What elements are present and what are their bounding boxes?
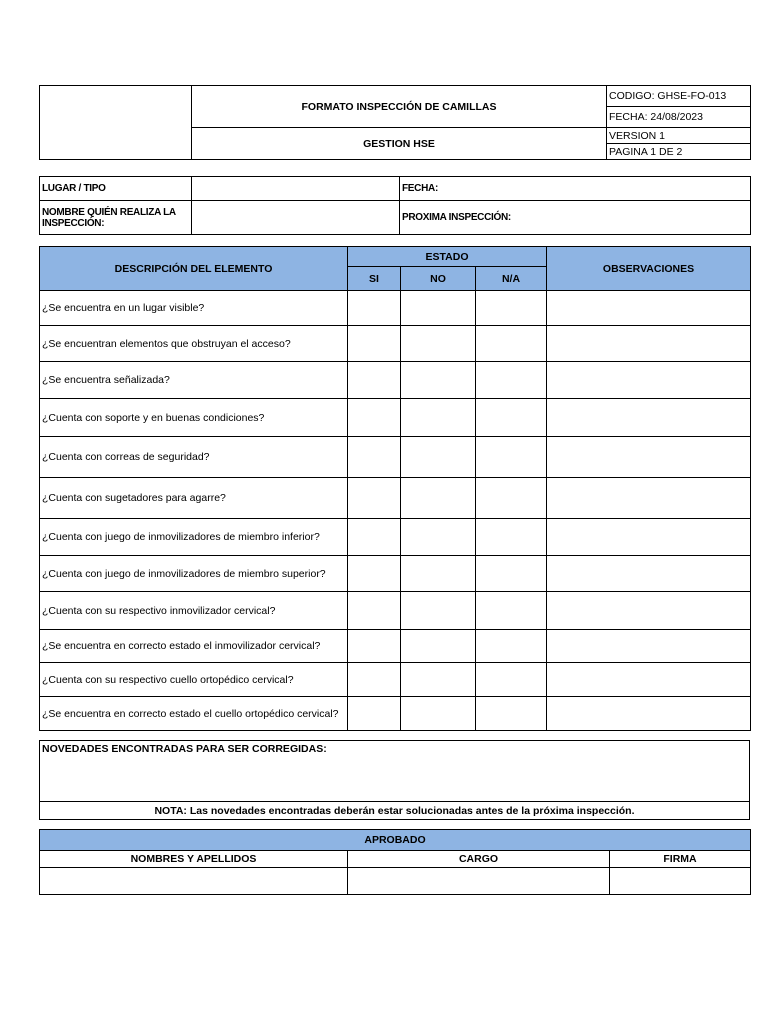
na-cell[interactable] — [476, 291, 547, 326]
proxima-label: PROXIMA INSPECCIÓN: — [400, 201, 751, 235]
observaciones-cell[interactable] — [547, 630, 751, 663]
nombres-input[interactable] — [40, 868, 348, 895]
na-cell[interactable] — [476, 437, 547, 478]
si-cell[interactable] — [348, 478, 401, 519]
col-nombres: NOMBRES Y APELLIDOS — [40, 851, 348, 868]
si-cell[interactable] — [348, 291, 401, 326]
form-title: FORMATO INSPECCIÓN DE CAMILLAS — [192, 86, 607, 128]
si-cell[interactable] — [348, 399, 401, 437]
na-cell[interactable] — [476, 478, 547, 519]
novedades-label: NOVEDADES ENCONTRADAS PARA SER CORREGIDAS: — [42, 743, 327, 755]
col-firma: FIRMA — [610, 851, 751, 868]
info-table — [39, 176, 751, 235]
table-row — [40, 291, 751, 326]
version-cell: VERSION 1 — [607, 128, 751, 144]
item-text: ¿Cuenta con juego de inmovilizadores de miembro inferior? — [40, 519, 348, 556]
no-cell[interactable] — [401, 556, 476, 592]
lugar-label: LUGAR / TIPO — [40, 177, 192, 201]
novedades-table — [39, 740, 750, 820]
no-cell[interactable] — [401, 592, 476, 630]
col-estado: ESTADO — [348, 247, 547, 267]
item-text: ¿Cuenta con soporte y en buenas condiciones? — [40, 399, 348, 437]
aprobado-title: APROBADO — [40, 830, 751, 851]
table-row — [40, 697, 751, 731]
item-text: ¿Cuenta con correas de seguridad? — [40, 437, 348, 478]
na-cell[interactable] — [476, 630, 547, 663]
no-cell[interactable] — [401, 326, 476, 362]
item-text: ¿Se encuentra señalizada? — [40, 362, 348, 399]
si-cell[interactable] — [348, 326, 401, 362]
observaciones-cell[interactable] — [547, 478, 751, 519]
observaciones-cell[interactable] — [547, 291, 751, 326]
na-cell[interactable] — [476, 592, 547, 630]
item-text: ¿Se encuentra en un lugar visible? — [40, 291, 348, 326]
no-cell[interactable] — [401, 519, 476, 556]
na-cell[interactable] — [476, 663, 547, 697]
observaciones-cell[interactable] — [547, 697, 751, 731]
na-cell[interactable] — [476, 399, 547, 437]
col-descripcion: DESCRIPCIÓN DEL ELEMENTO — [40, 247, 348, 291]
item-text: ¿Cuenta con su respectivo cuello ortopédico cervical? — [40, 663, 348, 697]
item-text: ¿Cuenta con su respectivo inmovilizador cervical? — [40, 592, 348, 630]
observaciones-cell[interactable] — [547, 437, 751, 478]
no-cell[interactable] — [401, 437, 476, 478]
col-cargo: CARGO — [348, 851, 610, 868]
aprobado-table — [39, 829, 751, 895]
no-cell[interactable] — [401, 291, 476, 326]
si-cell[interactable] — [348, 362, 401, 399]
table-row — [40, 362, 751, 399]
table-row — [40, 326, 751, 362]
no-cell[interactable] — [401, 362, 476, 399]
novedades-area[interactable] — [40, 741, 750, 802]
col-no: NO — [401, 267, 476, 291]
observaciones-cell[interactable] — [547, 663, 751, 697]
col-si: SI — [348, 267, 401, 291]
observaciones-cell[interactable] — [547, 592, 751, 630]
no-cell[interactable] — [401, 478, 476, 519]
observaciones-cell[interactable] — [547, 399, 751, 437]
nota-text: NOTA: Las novedades encontradas deberán estar solucionadas antes de la próxima inspección. — [40, 802, 750, 820]
table-row — [40, 592, 751, 630]
si-cell[interactable] — [348, 519, 401, 556]
form-subtitle: GESTION HSE — [192, 128, 607, 160]
na-cell[interactable] — [476, 362, 547, 399]
cargo-input[interactable] — [348, 868, 610, 895]
firma-input[interactable] — [610, 868, 751, 895]
si-cell[interactable] — [348, 437, 401, 478]
logo-cell — [40, 86, 192, 160]
item-text: ¿Cuenta con sugetadores para agarre? — [40, 478, 348, 519]
table-row — [40, 478, 751, 519]
observaciones-cell[interactable] — [547, 362, 751, 399]
item-text: ¿Cuenta con juego de inmovilizadores de miembro superior? — [40, 556, 348, 592]
col-na: N/A — [476, 267, 547, 291]
na-cell[interactable] — [476, 697, 547, 731]
si-cell[interactable] — [348, 556, 401, 592]
table-row — [40, 556, 751, 592]
na-cell[interactable] — [476, 326, 547, 362]
header-table — [39, 85, 751, 160]
si-cell[interactable] — [348, 630, 401, 663]
codigo-cell: CODIGO: GHSE-FO-013 — [607, 86, 751, 107]
item-text: ¿Se encuentra en correcto estado el inmovilizador cervical? — [40, 630, 348, 663]
fecha-cell: FECHA: 24/08/2023 — [607, 107, 751, 128]
col-observaciones: OBSERVACIONES — [547, 247, 751, 291]
no-cell[interactable] — [401, 630, 476, 663]
no-cell[interactable] — [401, 663, 476, 697]
si-cell[interactable] — [348, 592, 401, 630]
observaciones-cell[interactable] — [547, 326, 751, 362]
checklist-table — [39, 246, 751, 731]
observaciones-cell[interactable] — [547, 519, 751, 556]
table-row — [40, 663, 751, 697]
item-text: ¿Se encuentran elementos que obstruyan el acceso? — [40, 326, 348, 362]
lugar-input[interactable] — [192, 177, 400, 201]
nombre-label: NOMBRE QUIÉN REALIZA LA INSPECCIÓN: — [40, 201, 192, 235]
fecha-label: FECHA: — [400, 177, 751, 201]
item-text: ¿Se encuentra en correcto estado el cuello ortopédico cervical? — [40, 697, 348, 731]
na-cell[interactable] — [476, 556, 547, 592]
observaciones-cell[interactable] — [547, 556, 751, 592]
table-row — [40, 630, 751, 663]
table-row — [40, 399, 751, 437]
si-cell[interactable] — [348, 697, 401, 731]
table-row — [40, 519, 751, 556]
pagina-cell: PAGINA 1 DE 2 — [607, 144, 751, 160]
no-cell[interactable] — [401, 399, 476, 437]
na-cell[interactable] — [476, 519, 547, 556]
table-row — [40, 437, 751, 478]
si-cell[interactable] — [348, 663, 401, 697]
no-cell[interactable] — [401, 697, 476, 731]
nombre-input[interactable] — [192, 201, 400, 235]
